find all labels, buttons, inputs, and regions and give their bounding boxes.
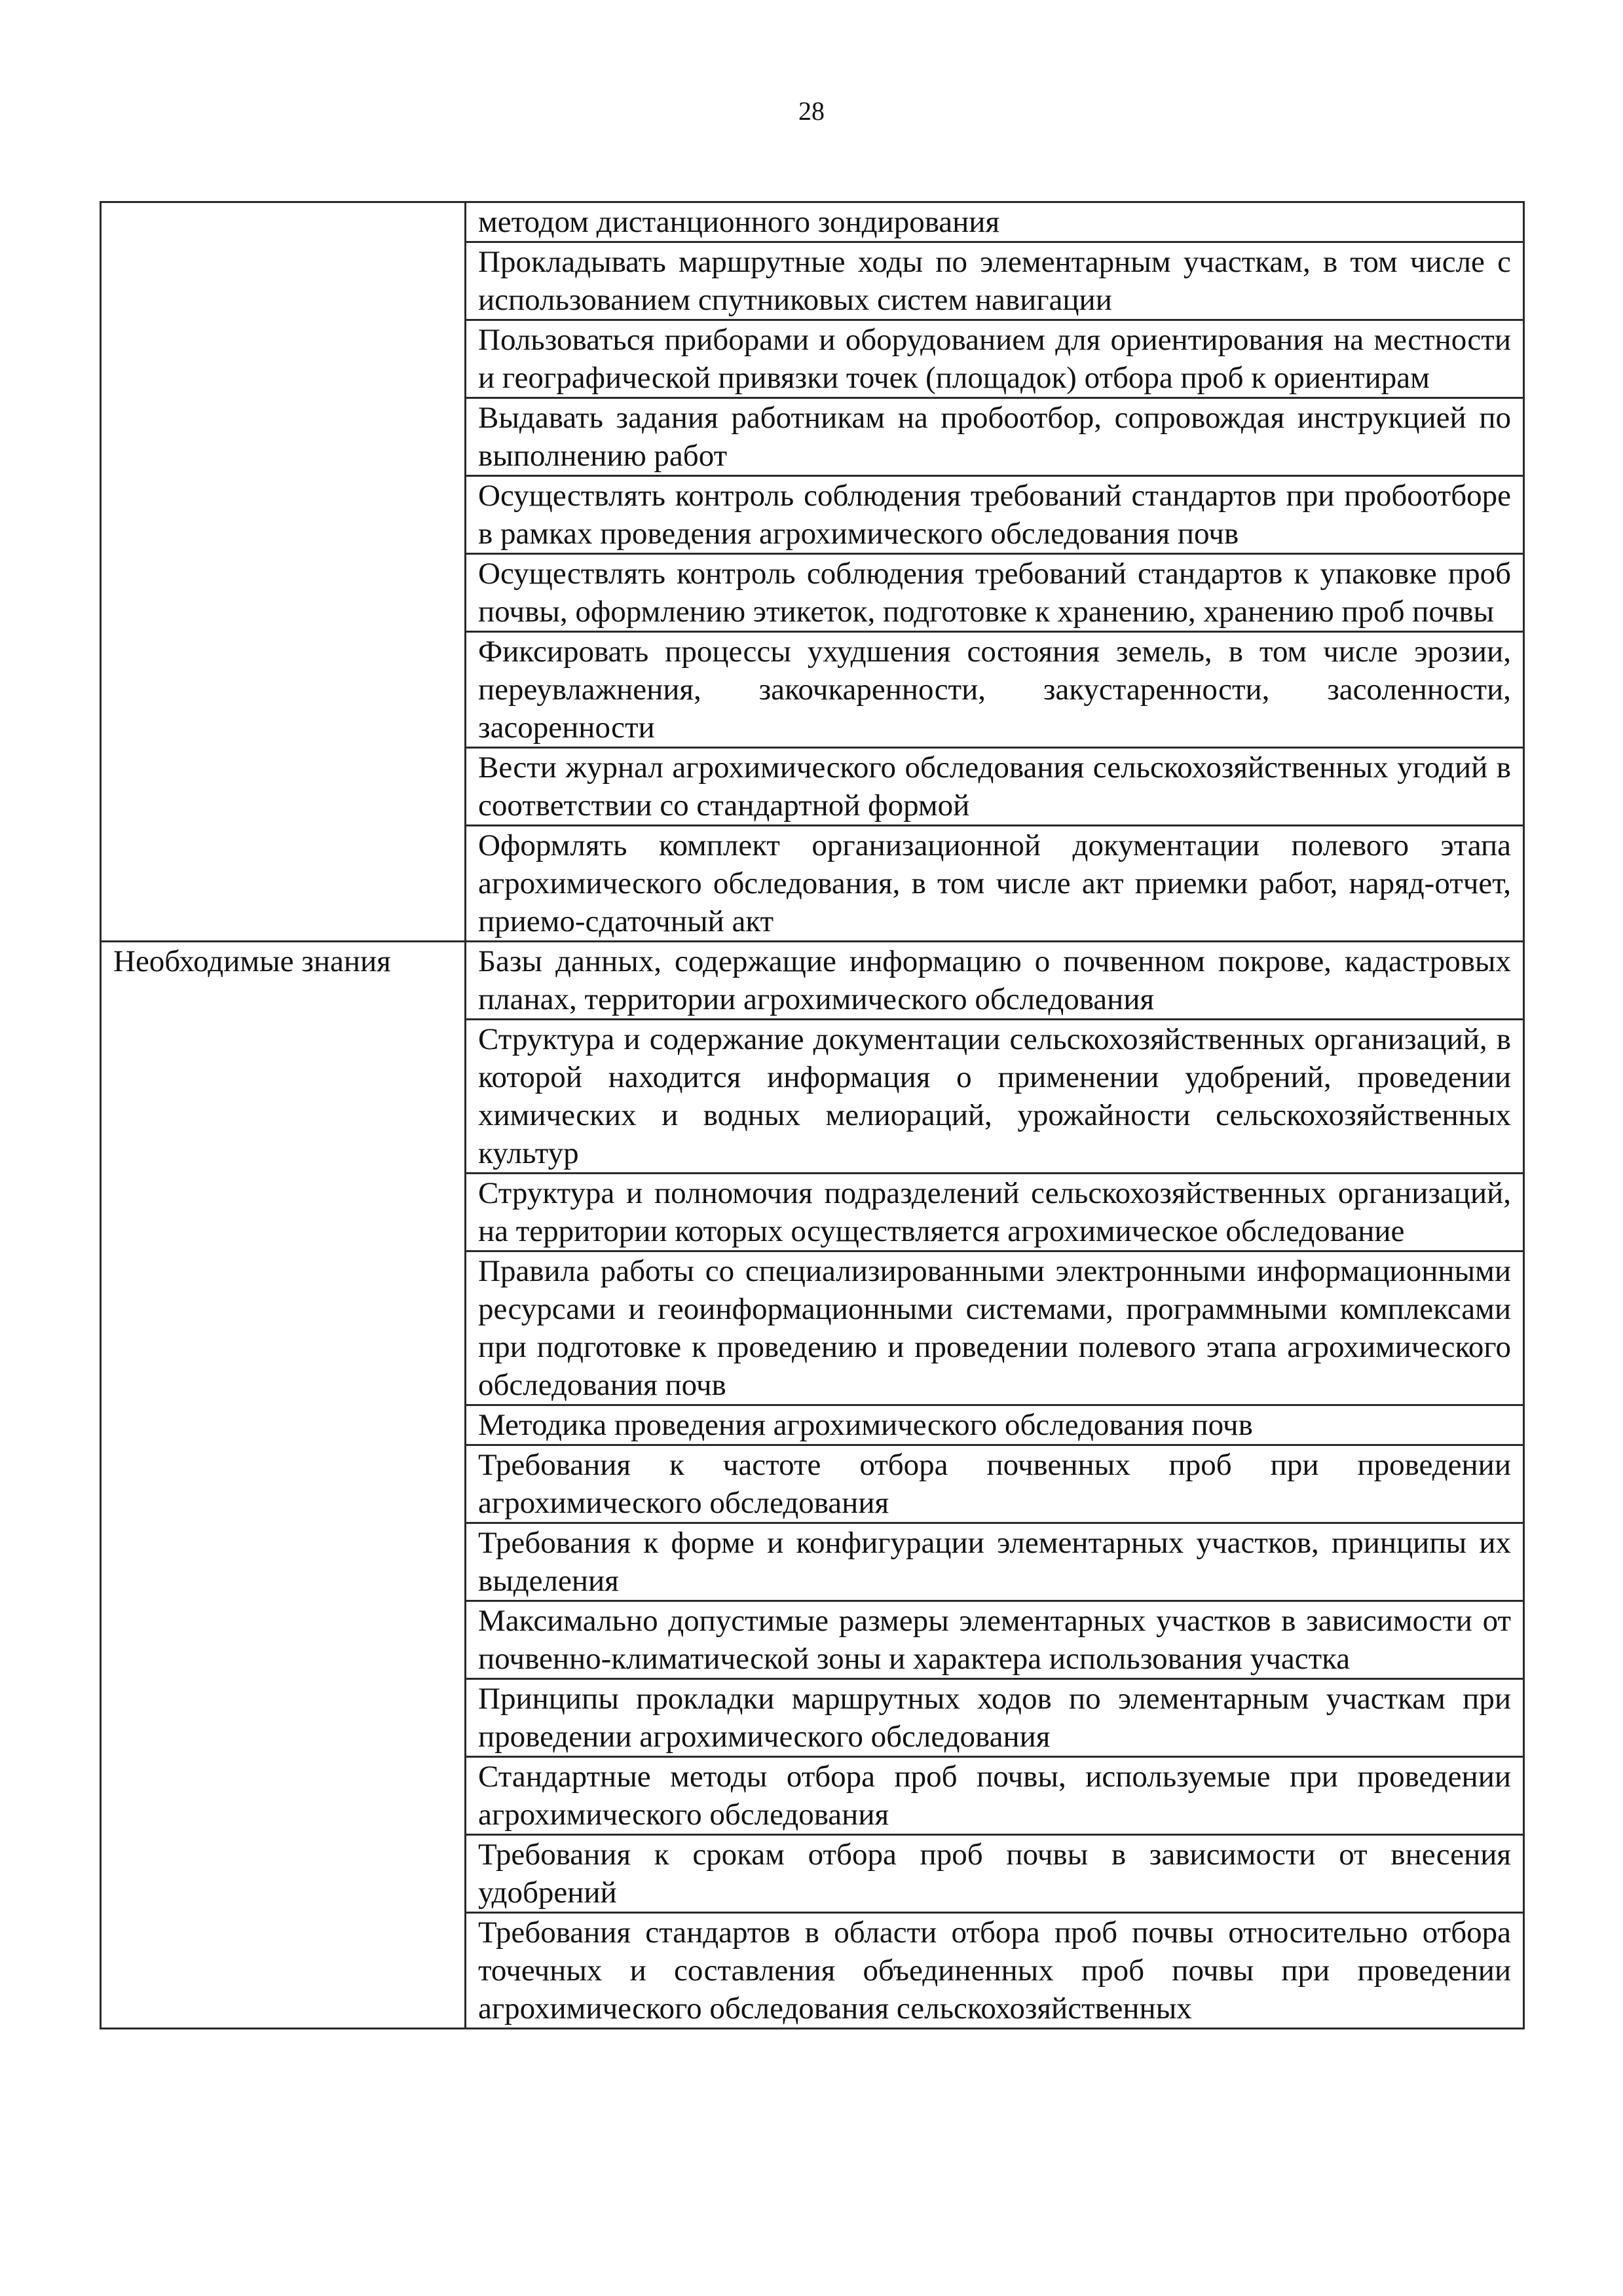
table-cell: Требования к частоте отбора почвенных проб при проведении агрохимического обследования xyxy=(466,1445,1524,1523)
table-cell: Требования стандартов в области отбора проб почвы относительно отбора точечных и составления объединенных проб почвы при проведении агрохимического обследования сельскохозяйственных xyxy=(466,1913,1524,2029)
table-cell: Пользоваться приборами и оборудованием для ориентирования на местности и географической привязки точек (площадок) отбора проб к ориентирам xyxy=(466,320,1524,398)
table-cell: Принципы прокладки маршрутных ходов по элементарным участкам при проведении агрохимического обследования xyxy=(466,1679,1524,1757)
table-cell: Правила работы со специализированными электронными информационными ресурсами и геоинформационными системами, программными комплексами при подготовке к проведению и проведении полевого этапа агрохимического обследования почв xyxy=(466,1251,1524,1405)
table-cell: Структура и содержание документации сельскохозяйственных организаций, в которой находится информация о применении удобрений, проведении химических и водных мелиораций, урожайности сельскохозяйственных культур xyxy=(466,1020,1524,1174)
table-cell: Прокладывать маршрутные ходы по элементарным участкам, в том числе с использованием спутниковых систем навигации xyxy=(466,242,1524,320)
table-cell: Структура и полномочия подразделений сельскохозяйственных организаций, на территории которых осуществляется агрохимическое обследование xyxy=(466,1174,1524,1251)
group-label-knowledge: Необходимые знания xyxy=(101,942,466,2029)
requirements-table xyxy=(100,201,1525,2029)
table-cell: Осуществлять контроль соблюдения требований стандартов к упаковке проб почвы, оформлению этикеток, подготовке к хранению, хранению проб почвы xyxy=(466,554,1524,632)
table-cell: Базы данных, содержащие информацию о почвенном покрове, кадастровых планах, территории агрохимического обследования xyxy=(466,942,1524,1020)
table-cell: методом дистанционного зондирования xyxy=(466,202,1524,242)
group-label-skills xyxy=(101,202,466,942)
table-cell: Выдавать задания работникам на пробоотбор, сопровождая инструкцией по выполнению работ xyxy=(466,398,1524,476)
table-row xyxy=(101,942,1524,1020)
table-cell: Методика проведения агрохимического обследования почв xyxy=(466,1405,1524,1445)
table-cell: Стандартные методы отбора проб почвы, используемые при проведении агрохимического обследования xyxy=(466,1757,1524,1835)
table-cell: Вести журнал агрохимического обследования сельскохозяйственных угодий в соответствии со стандартной формой xyxy=(466,748,1524,826)
page-number: 28 xyxy=(798,96,825,126)
table-cell: Максимально допустимые размеры элементарных участков в зависимости от почвенно-климатической зоны и характера использования участка xyxy=(466,1601,1524,1679)
table-cell: Осуществлять контроль соблюдения требований стандартов при пробоотборе в рамках проведения агрохимического обследования почв xyxy=(466,476,1524,554)
table-cell: Требования к форме и конфигурации элементарных участков, принципы их выделения xyxy=(466,1523,1524,1601)
table-cell: Оформлять комплект организационной документации полевого этапа агрохимического обследования, в том числе акт приемки работ, наряд-отчет, приемо-сдаточный акт xyxy=(466,826,1524,942)
table-row xyxy=(101,202,1524,242)
table-cell: Требования к срокам отбора проб почвы в зависимости от внесения удобрений xyxy=(466,1835,1524,1913)
table-cell: Фиксировать процессы ухудшения состояния земель, в том числе эрозии, переувлажнения, закочкаренности, закустаренности, засоленности, засоренности xyxy=(466,632,1524,748)
